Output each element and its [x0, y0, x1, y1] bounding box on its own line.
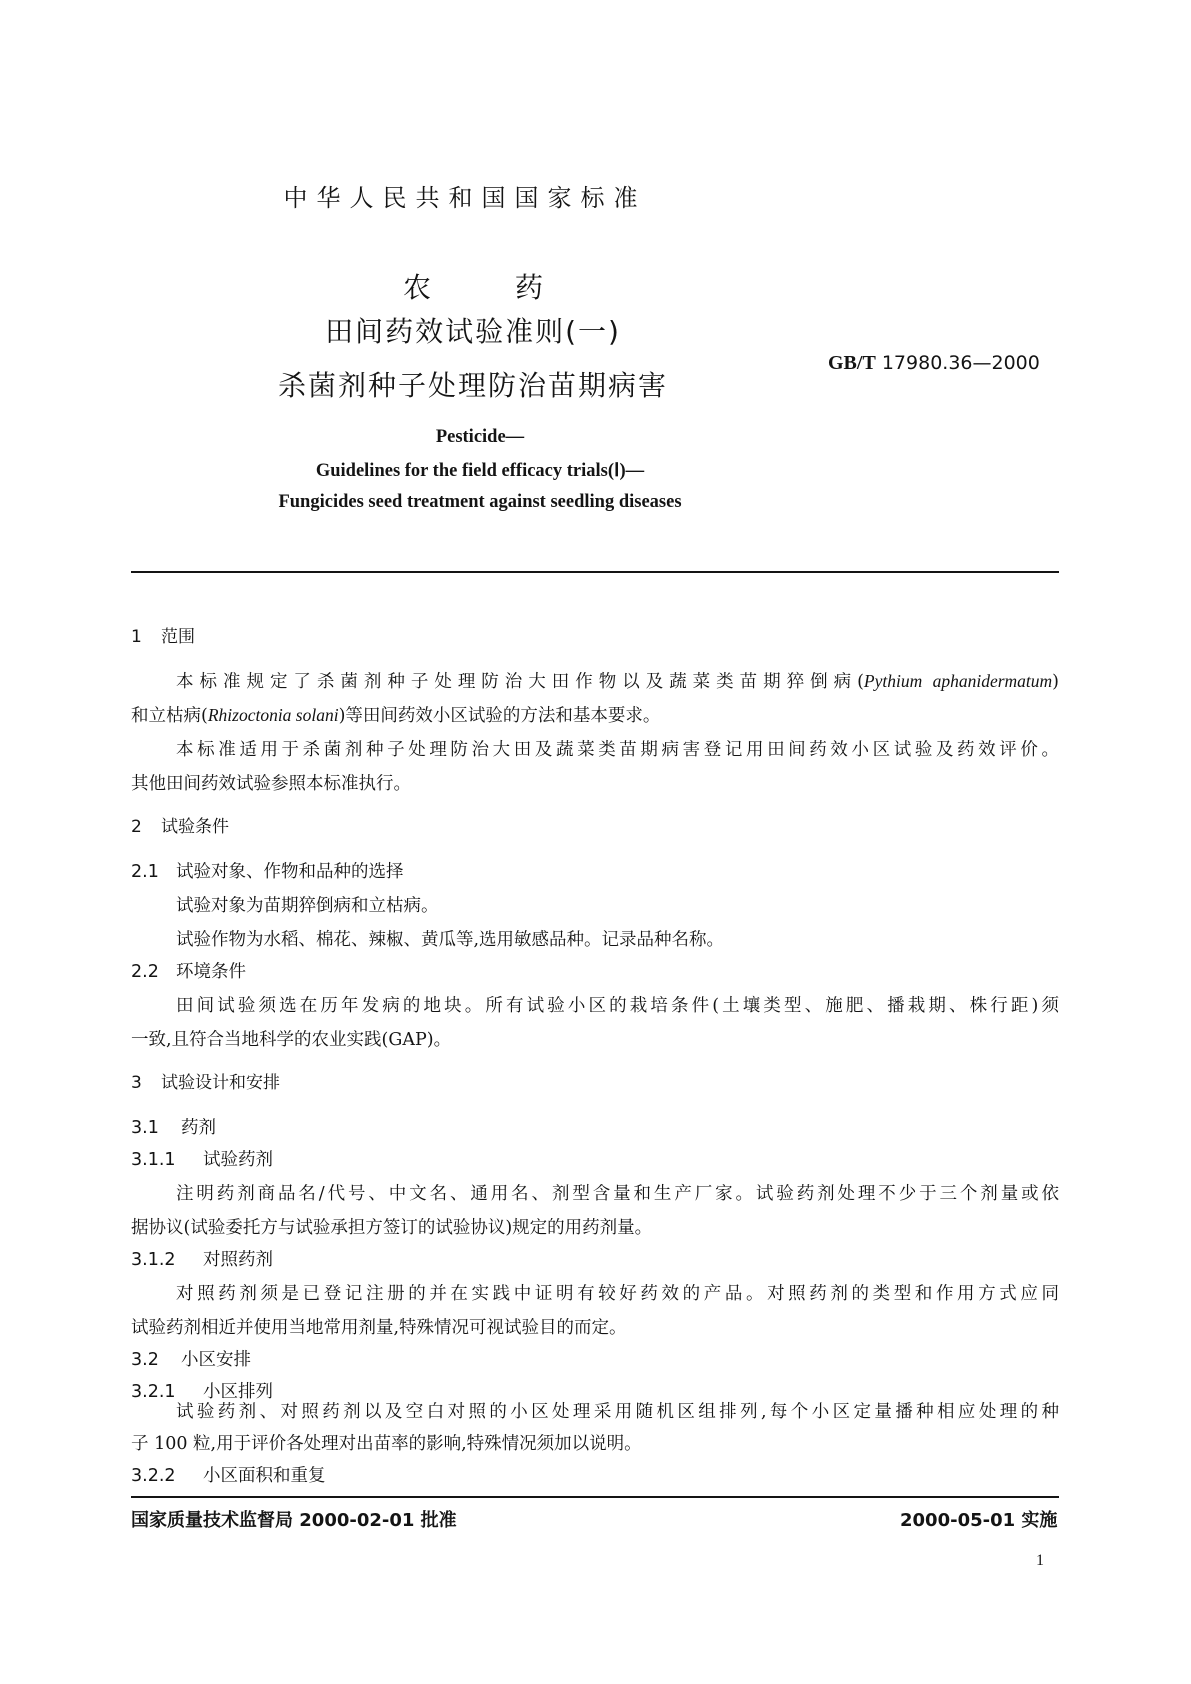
- section-number: 2.2: [131, 962, 159, 982]
- section-number: 3.1.1: [131, 1150, 176, 1170]
- standard-number: [828, 352, 1040, 375]
- section-2-2-paragraph-line-2: 一致,且符合当地科学的农业实践(GAP)。: [131, 1030, 452, 1050]
- approval-date: 国家质量技术监督局 2000-02-01 批准: [131, 1510, 457, 1531]
- section-number: 3.1.2: [131, 1250, 176, 1270]
- section-title: 对照药剂: [203, 1250, 273, 1270]
- title-word-chemical: 药: [515, 271, 544, 304]
- section-2-1-heading: [131, 858, 404, 883]
- section-title: 试验药剂: [203, 1150, 273, 1170]
- latin-name-pythium: Pythium aphanidermatum: [863, 671, 1053, 691]
- section-3-2-2-heading: [131, 1462, 326, 1487]
- section-1-paragraph-1-line-1: [176, 668, 1059, 693]
- national-standard-heading: 中华人民共和国国家标准: [283, 184, 647, 212]
- section-number: 3.2.2: [131, 1466, 176, 1486]
- section-2-1-paragraph-2: 试验作物为水稻、棉花、辣椒、黄瓜等,选用敏感品种。记录品种名称。: [176, 930, 725, 950]
- section-2-1-paragraph-1: 试验对象为苗期猝倒病和立枯病。: [176, 896, 439, 916]
- latin-name-rhizoctonia: Rhizoctonia solani: [207, 705, 339, 725]
- section-1-paragraph-2-line-1: 本标准适用于杀菌剂种子处理防治大田及蔬菜类苗期病害登记用田间药效小区试验及药效评价。: [176, 740, 1059, 760]
- text-fragment: 和立枯病(: [131, 706, 208, 726]
- english-title-line-2: Guidelines for the field efficacy trials(Ⅰ)—: [315, 461, 645, 481]
- section-title: 小区排列: [203, 1382, 273, 1402]
- page-number: 1: [1036, 1552, 1044, 1569]
- section-2-heading: [131, 812, 229, 837]
- footer-divider: [131, 1496, 1059, 1498]
- section-number: 2.1: [131, 862, 159, 882]
- title-line-2: 田间药效试验准则(一): [325, 315, 621, 348]
- section-3-heading: [131, 1068, 280, 1093]
- text-fragment: ): [1052, 672, 1059, 692]
- section-title: 试验条件: [161, 817, 229, 837]
- section-title: 环境条件: [176, 962, 246, 982]
- section-3-1-2-heading: [131, 1246, 273, 1271]
- text-fragment: )等田间药效小区试验的方法和基本要求。: [338, 706, 661, 726]
- section-number: 1: [131, 627, 142, 647]
- section-3-1-1-heading: [131, 1146, 273, 1171]
- section-title: 范围: [161, 627, 195, 647]
- section-title: 试验对象、作物和品种的选择: [176, 862, 404, 882]
- section-title: 药剂: [181, 1118, 216, 1138]
- section-1-heading: [131, 622, 195, 647]
- effective-date: 2000-05-01 实施: [900, 1510, 1058, 1531]
- section-title: 小区面积和重复: [203, 1466, 326, 1486]
- standard-number-value: 17980.36—2000: [881, 352, 1040, 374]
- section-3-1-heading: [131, 1114, 216, 1139]
- section-2-2-heading: [131, 958, 246, 983]
- title-word-agriculture: 农: [402, 271, 431, 304]
- section-number: 3.2: [131, 1350, 159, 1370]
- title-line-3: 杀菌剂种子处理防治苗期病害: [277, 369, 668, 402]
- english-title-line-3: Fungicides seed treatment against seedling diseases: [278, 492, 682, 512]
- section-title: 小区安排: [181, 1350, 251, 1370]
- section-3-1-1-paragraph-line-2: 据协议(试验委托方与试验承担方签订的试验协议)规定的用药剂量。: [131, 1218, 653, 1238]
- english-title-line-1: Pesticide—: [435, 427, 525, 447]
- header-divider: [131, 571, 1059, 573]
- section-number: 3: [131, 1073, 142, 1093]
- section-number: 3.1: [131, 1118, 159, 1138]
- text-fragment: 本标准规定了杀菌剂种子处理防治大田作物以及蔬菜类苗期猝倒病(: [176, 672, 864, 692]
- section-number: 2: [131, 817, 142, 837]
- section-3-1-1-paragraph-line-1: 注明药剂商品名/代号、中文名、通用名、剂型含量和生产厂家。试验药剂处理不少于三个剂量或依: [176, 1184, 1059, 1204]
- section-1-paragraph-2-line-2: 其他田间药效试验参照本标准执行。: [131, 774, 411, 794]
- section-3-1-2-paragraph-line-1: 对照药剂须是已登记注册的并在实践中证明有较好药效的产品。对照药剂的类型和作用方式应同: [176, 1284, 1059, 1304]
- standard-prefix: GB/T: [828, 352, 876, 374]
- section-title: 试验设计和安排: [161, 1073, 280, 1093]
- section-3-2-heading: [131, 1346, 251, 1371]
- title-line-1: [0, 266, 946, 306]
- section-3-2-1-paragraph-line-1: 试验药剂、对照药剂以及空白对照的小区处理采用随机区组排列,每个小区定量播种相应处理的种: [176, 1402, 1059, 1422]
- section-3-1-2-paragraph-line-2: 试验药剂相近并使用当地常用剂量,特殊情况可视试验目的而定。: [131, 1318, 627, 1338]
- section-2-2-paragraph-line-1: 田间试验须选在历年发病的地块。所有试验小区的栽培条件(土壤类型、施肥、播栽期、株行距)须: [176, 996, 1059, 1016]
- section-1-paragraph-1-line-2: [131, 702, 660, 727]
- section-3-2-1-paragraph-line-2: 子 100 粒,用于评价各处理对出苗率的影响,特殊情况须加以说明。: [131, 1434, 642, 1454]
- section-number: 3.2.1: [131, 1382, 176, 1402]
